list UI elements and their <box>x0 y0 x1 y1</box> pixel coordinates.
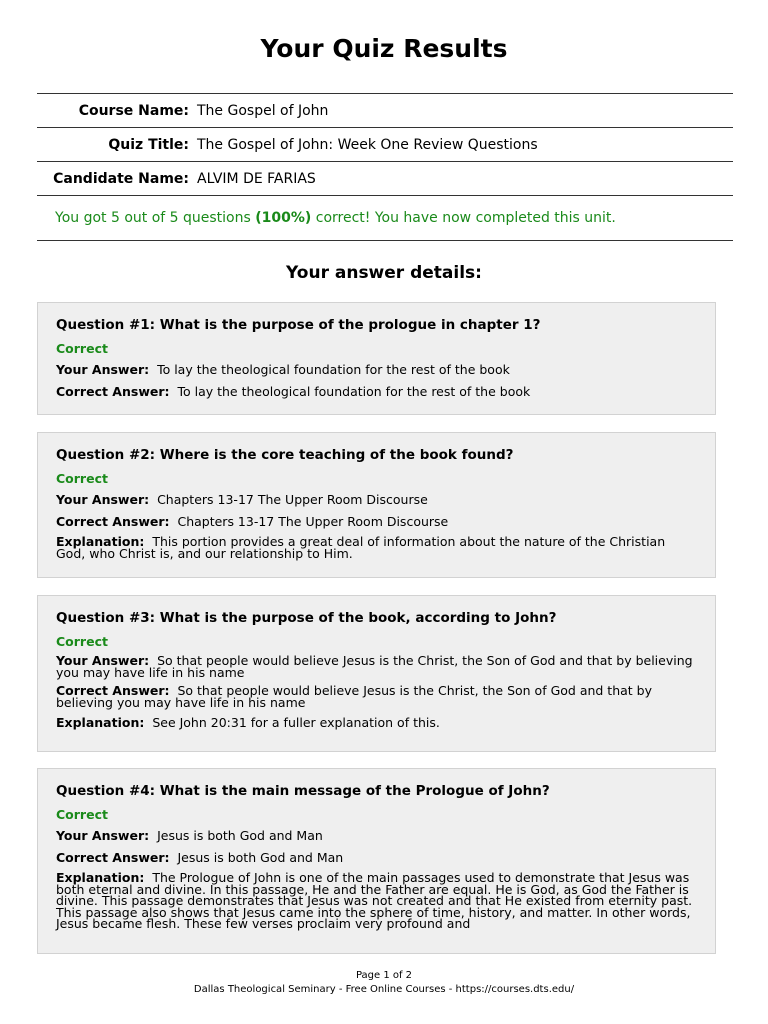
your-answer-value: So that people would believe Jesus is the Christ, the Son of God and that by believing you may have life in his name <box>56 653 693 680</box>
answer-details-heading: Your answer details: <box>286 263 482 283</box>
candidate-name-value: ALVIM DE FARIAS <box>197 170 316 187</box>
quiz-title-row <box>37 127 733 161</box>
your-answer-label: Your Answer: <box>56 492 150 507</box>
question-text: Question #3: What is the purpose of the book, according to John? <box>56 610 557 626</box>
question-text: Question #2: Where is the core teaching of the book found? <box>56 447 514 463</box>
score-summary-text <box>55 210 616 226</box>
question-card-3 <box>37 595 716 752</box>
correct-answer <box>56 514 696 529</box>
explanation-value: The Prologue of John is one of the main passages used to demonstrate that Jesus was both eternal and divine. In this passage, He and the Father are equal. He is God, as God the Father is divine. This passage demonstrates that Jesus was not created and that He existed from eternity past. This passage also shows that Jesus came into the sphere of time, history, and matter. In other words, Jesus became flesh. These few verses proclaim very profound and <box>56 870 693 931</box>
course-name-value: The Gospel of John <box>197 102 329 119</box>
your-answer-label: Your Answer: <box>56 362 150 377</box>
course-name-row <box>37 93 733 127</box>
your-answer <box>56 655 696 678</box>
your-answer-value: Jesus is both God and Man <box>157 828 323 843</box>
question-text: Question #4: What is the main message of the Prologue of John? <box>56 783 550 799</box>
your-answer <box>56 492 696 507</box>
explanation-value: See John 20:31 for a fuller explanation of this. <box>152 715 440 730</box>
score-summary-pre: You got 5 out of 5 questions <box>55 210 256 226</box>
correct-answer-label: Correct Answer: <box>56 514 170 529</box>
explanation <box>56 715 696 730</box>
correct-answer-label: Correct Answer: <box>56 384 170 399</box>
score-percent: (100%) <box>255 210 312 226</box>
score-summary-post: correct! You have now completed this unit. <box>311 210 616 226</box>
question-card-2 <box>37 432 716 578</box>
correct-answer-label: Correct Answer: <box>56 850 170 865</box>
question-card-4 <box>37 768 716 954</box>
footer-source: Dallas Theological Seminary - Free Online Courses - https://courses.dts.edu/ <box>193 984 575 995</box>
correct-answer-value: To lay the theological foundation for the rest of the book <box>177 384 531 399</box>
your-answer <box>56 362 696 377</box>
correct-answer-value: So that people would believe Jesus is the Christ, the Son of God and that by believing you may have life in his name <box>56 683 652 710</box>
explanation-label: Explanation: <box>56 534 145 549</box>
correct-answer-label: Correct Answer: <box>56 683 170 698</box>
page-title: Your Quiz Results <box>260 34 508 63</box>
quiz-title-label: Quiz Title: <box>108 136 189 153</box>
candidate-name-label: Candidate Name: <box>53 170 189 187</box>
explanation-label: Explanation: <box>56 870 145 885</box>
correct-answer <box>56 685 696 708</box>
explanation <box>56 536 696 559</box>
question-card-1 <box>37 302 716 415</box>
candidate-name-row <box>37 161 733 195</box>
page-number: Page 1 of 2 <box>355 970 413 981</box>
your-answer <box>56 828 696 843</box>
score-summary <box>37 195 733 241</box>
question-text: Question #1: What is the purpose of the prologue in chapter 1? <box>56 317 541 333</box>
question-status: Correct <box>56 471 108 486</box>
explanation-value: This portion provides a great deal of information about the nature of the Christian God, who Christ is, and our relationship to Him. <box>56 534 666 561</box>
correct-answer-value: Jesus is both God and Man <box>177 850 344 865</box>
quiz-info-table <box>37 93 733 241</box>
explanation <box>56 872 696 930</box>
your-answer-label: Your Answer: <box>56 828 150 843</box>
explanation-label: Explanation: <box>56 715 145 730</box>
your-answer-value: To lay the theological foundation for the rest of the book <box>157 362 510 377</box>
question-status: Correct <box>56 634 108 649</box>
your-answer-label: Your Answer: <box>56 653 150 668</box>
course-name-label: Course Name: <box>78 102 189 119</box>
question-status: Correct <box>56 341 108 356</box>
correct-answer <box>56 850 696 865</box>
correct-answer-value: Chapters 13-17 The Upper Room Discourse <box>177 514 449 529</box>
quiz-title-value: The Gospel of John: Week One Review Questions <box>197 136 538 153</box>
your-answer-value: Chapters 13-17 The Upper Room Discourse <box>157 492 428 507</box>
correct-answer <box>56 384 696 399</box>
question-status: Correct <box>56 807 108 822</box>
